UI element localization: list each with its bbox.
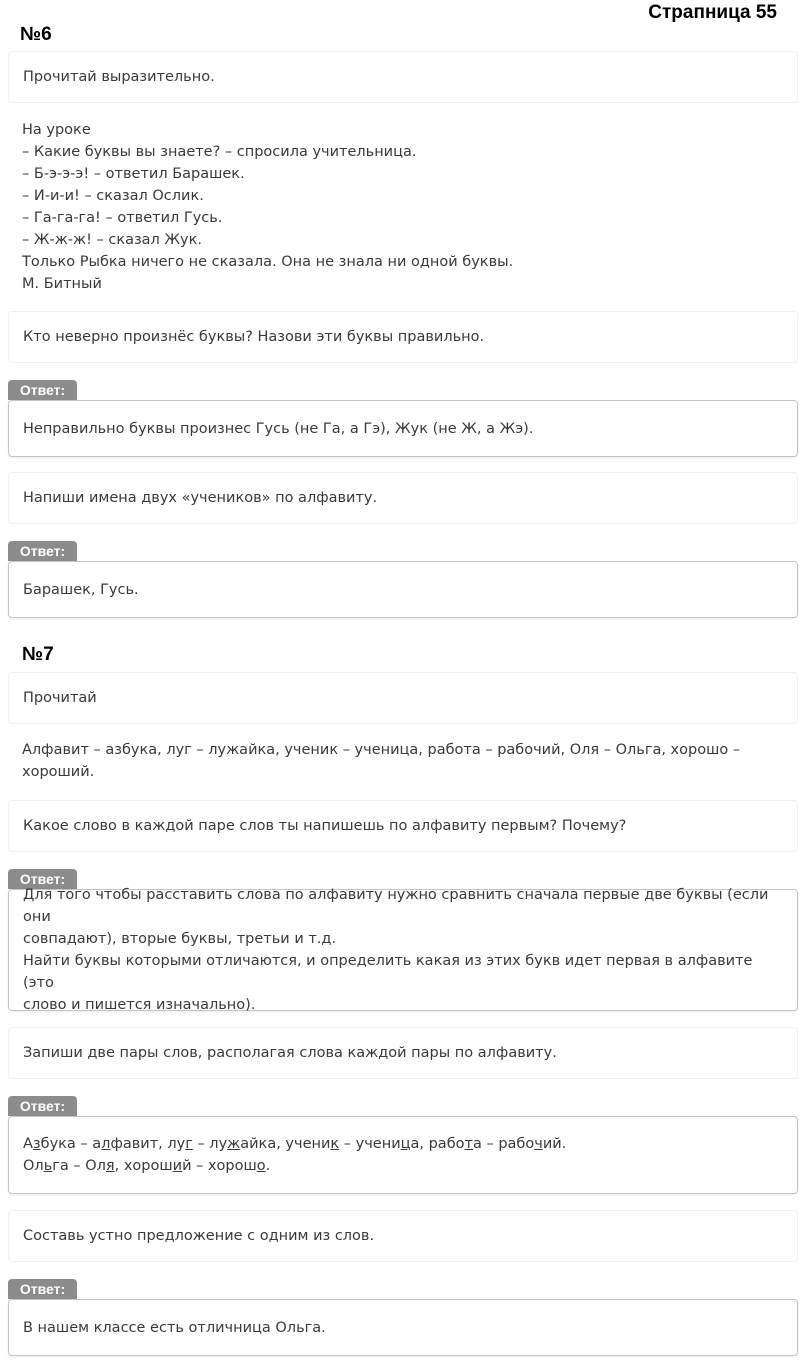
exercise-7-number: №7 bbox=[22, 644, 54, 665]
exercise-6-number: №6 bbox=[20, 24, 52, 45]
exercise-6-question-1-card bbox=[8, 311, 798, 363]
text-segment: – учени bbox=[339, 1136, 401, 1152]
text-segment: ий. bbox=[542, 1136, 567, 1152]
exercise-7-answer-3-box bbox=[8, 1299, 798, 1356]
underlined-letter: ц bbox=[400, 1136, 411, 1152]
text-segment: А bbox=[23, 1136, 33, 1152]
underlined-letter: о bbox=[256, 1158, 266, 1174]
exercise-7-question-1-text: Какое слово в каждой паре слов ты напишешь по алфавиту первым? Почему? bbox=[23, 818, 627, 834]
underlined-letter: т bbox=[464, 1136, 473, 1152]
answer-label: Ответ: bbox=[8, 380, 77, 400]
exercise-7-question-2-card bbox=[8, 1027, 798, 1079]
exercise-7-text: Алфавит – азбука, луг – лужайка, ученик – ученица, работа – рабочий, Оля – Ольга, хорошо – хороший. bbox=[22, 742, 741, 780]
underlined-letter: з bbox=[32, 1136, 41, 1152]
exercise-6-question-2-card bbox=[8, 472, 798, 524]
underlined-letter: ь bbox=[43, 1158, 53, 1174]
exercise-7-question-1-card bbox=[8, 800, 798, 852]
text-segment: бука – а bbox=[40, 1136, 102, 1152]
answer-label: Ответ: bbox=[8, 1279, 77, 1299]
text-segment: й – хорош bbox=[182, 1158, 257, 1174]
exercise-6-poem: На уроке – Какие буквы вы знаете? – спросила учительница. – Б-э-э-э! – ответил Барашек. – И-и-и! – сказал Ослик. – Га-га-га! – ответил Гусь. – Ж-ж-ж! – сказал Жук. Только Рыбка ничего не сказала. Она не знала ни одной буквы. М. Битный bbox=[22, 122, 514, 292]
exercise-6-question-1-text: Кто неверно произнёс буквы? Назови эти буквы правильно. bbox=[23, 329, 485, 345]
answer-label: Ответ: bbox=[8, 541, 77, 561]
exercise-7-answer-3-text: В нашем классе есть отличница Ольга. bbox=[23, 1319, 326, 1336]
exercise-7-answer-2-line-1 bbox=[23, 1133, 566, 1155]
text-segment: а, рабо bbox=[410, 1136, 465, 1152]
underlined-letter: ж bbox=[227, 1136, 241, 1152]
text-segment: а – рабо bbox=[472, 1136, 535, 1152]
exercise-7-question-3-card bbox=[8, 1210, 798, 1262]
exercise-6-answer-1-text: Неправильно буквы произнес Гусь (не Га, а Гэ), Жук (не Ж, а Жэ). bbox=[23, 420, 534, 437]
underlined-letter: я bbox=[105, 1158, 115, 1174]
answer-label: Ответ: bbox=[8, 869, 77, 889]
exercise-6-answer-1-box bbox=[8, 400, 798, 457]
text-segment: – лу bbox=[192, 1136, 228, 1152]
answer-label: Ответ: bbox=[8, 1096, 77, 1116]
exercise-7-task-text: Прочитай bbox=[23, 690, 97, 706]
exercise-6-answer-2-box bbox=[8, 561, 798, 618]
exercise-7-answer-1-text: Для того чтобы расставить слова по алфавиту нужно сравнить сначала первые две буквы (если они совпадают), вторые буквы, третьи и т.д. Найти буквы которыми отличаются, и определить какая из этих букв идет первая в алфавите (это слово и пишется изначально). bbox=[23, 887, 769, 1013]
exercise-7-answer-2-box bbox=[8, 1116, 798, 1194]
exercise-6-task-text: Прочитай выразительно. bbox=[23, 69, 215, 85]
underlined-letter: и bbox=[172, 1158, 183, 1174]
page-number-label: Страпница 55 bbox=[648, 2, 777, 23]
exercise-6-question-2-text: Напиши имена двух «учеников» по алфавиту. bbox=[23, 490, 378, 506]
underlined-letter: л bbox=[101, 1136, 111, 1152]
text-segment: . bbox=[265, 1158, 271, 1174]
underlined-letter: к bbox=[330, 1136, 340, 1152]
text-segment: , хорош bbox=[114, 1158, 173, 1174]
text-segment: айка, учени bbox=[240, 1136, 331, 1152]
text-segment: фавит, лу bbox=[110, 1136, 186, 1152]
exercise-7-task-card bbox=[8, 672, 798, 724]
exercise-7-question-2-text: Запиши две пары слов, располагая слова каждой пары по алфавиту. bbox=[23, 1045, 557, 1061]
underlined-letter: ч bbox=[534, 1136, 543, 1152]
underlined-letter: г bbox=[185, 1136, 193, 1152]
exercise-7-answer-1-box bbox=[8, 889, 798, 1011]
exercise-7-answer-2-text bbox=[23, 1133, 566, 1177]
exercise-6-answer-2-text: Барашек, Гусь. bbox=[23, 581, 139, 598]
text-segment: Ол bbox=[23, 1158, 44, 1174]
text-segment: га – Ол bbox=[52, 1158, 106, 1174]
exercise-7-question-3-text: Составь устно предложение с одним из слов. bbox=[23, 1228, 375, 1244]
exercise-7-answer-2-line-2 bbox=[23, 1155, 566, 1177]
exercise-6-task-card bbox=[8, 51, 798, 103]
